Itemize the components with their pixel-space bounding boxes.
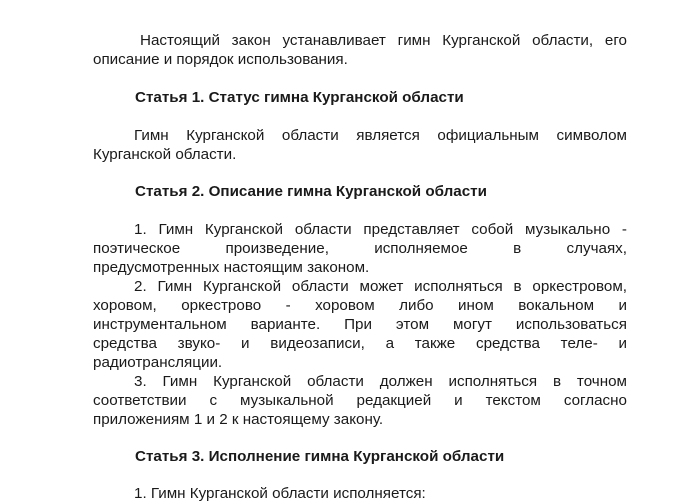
article-1-heading: Статья 1. Статус гимна Курганской области xyxy=(135,89,464,106)
article-2-line-11: приложениям 1 и 2 к настоящему закону. xyxy=(93,411,384,428)
article-2-line-4: 2. Гимн Курганской области может исполняться в оркестровом, xyxy=(134,278,627,295)
article-2-line-7: средства звуко- и видеозаписи, а также средства теле- и xyxy=(93,335,627,352)
intro-line-1: Настоящий закон устанавливает гимн Курганской области, его xyxy=(140,32,627,49)
article-2-line-5: хоровом, оркестрово - хоровом либо ином вокальном и xyxy=(93,297,627,314)
article-2-line-8: радиотрансляции. xyxy=(93,354,223,371)
article-2-line-2: поэтическое произведение, исполняемое в случаях, xyxy=(93,240,627,257)
article-2-line-6: инструментальном варианте. При этом могут использоваться xyxy=(93,316,627,333)
article-2-line-9: 3. Гимн Курганской области должен исполняться в точном xyxy=(134,373,627,390)
article-2-line-10: соответствии с музыкальной редакцией и текстом согласно xyxy=(93,392,627,409)
article-2-line-3: предусмотренных настоящим законом. xyxy=(93,259,370,276)
article-3-heading: Статья 3. Исполнение гимна Курганской области xyxy=(135,448,505,465)
article-3-line-1: 1. Гимн Курганской области исполняется: xyxy=(134,485,426,502)
article-2-line-1: 1. Гимн Курганской области представляет собой музыкально - xyxy=(134,221,627,238)
intro-line-2: описание и порядок использования. xyxy=(93,51,348,68)
article-1-line-1: Гимн Курганской области является официальным символом xyxy=(134,127,627,144)
article-2-heading: Статья 2. Описание гимна Курганской области xyxy=(135,183,487,200)
article-1-line-2: Курганской области. xyxy=(93,146,237,163)
